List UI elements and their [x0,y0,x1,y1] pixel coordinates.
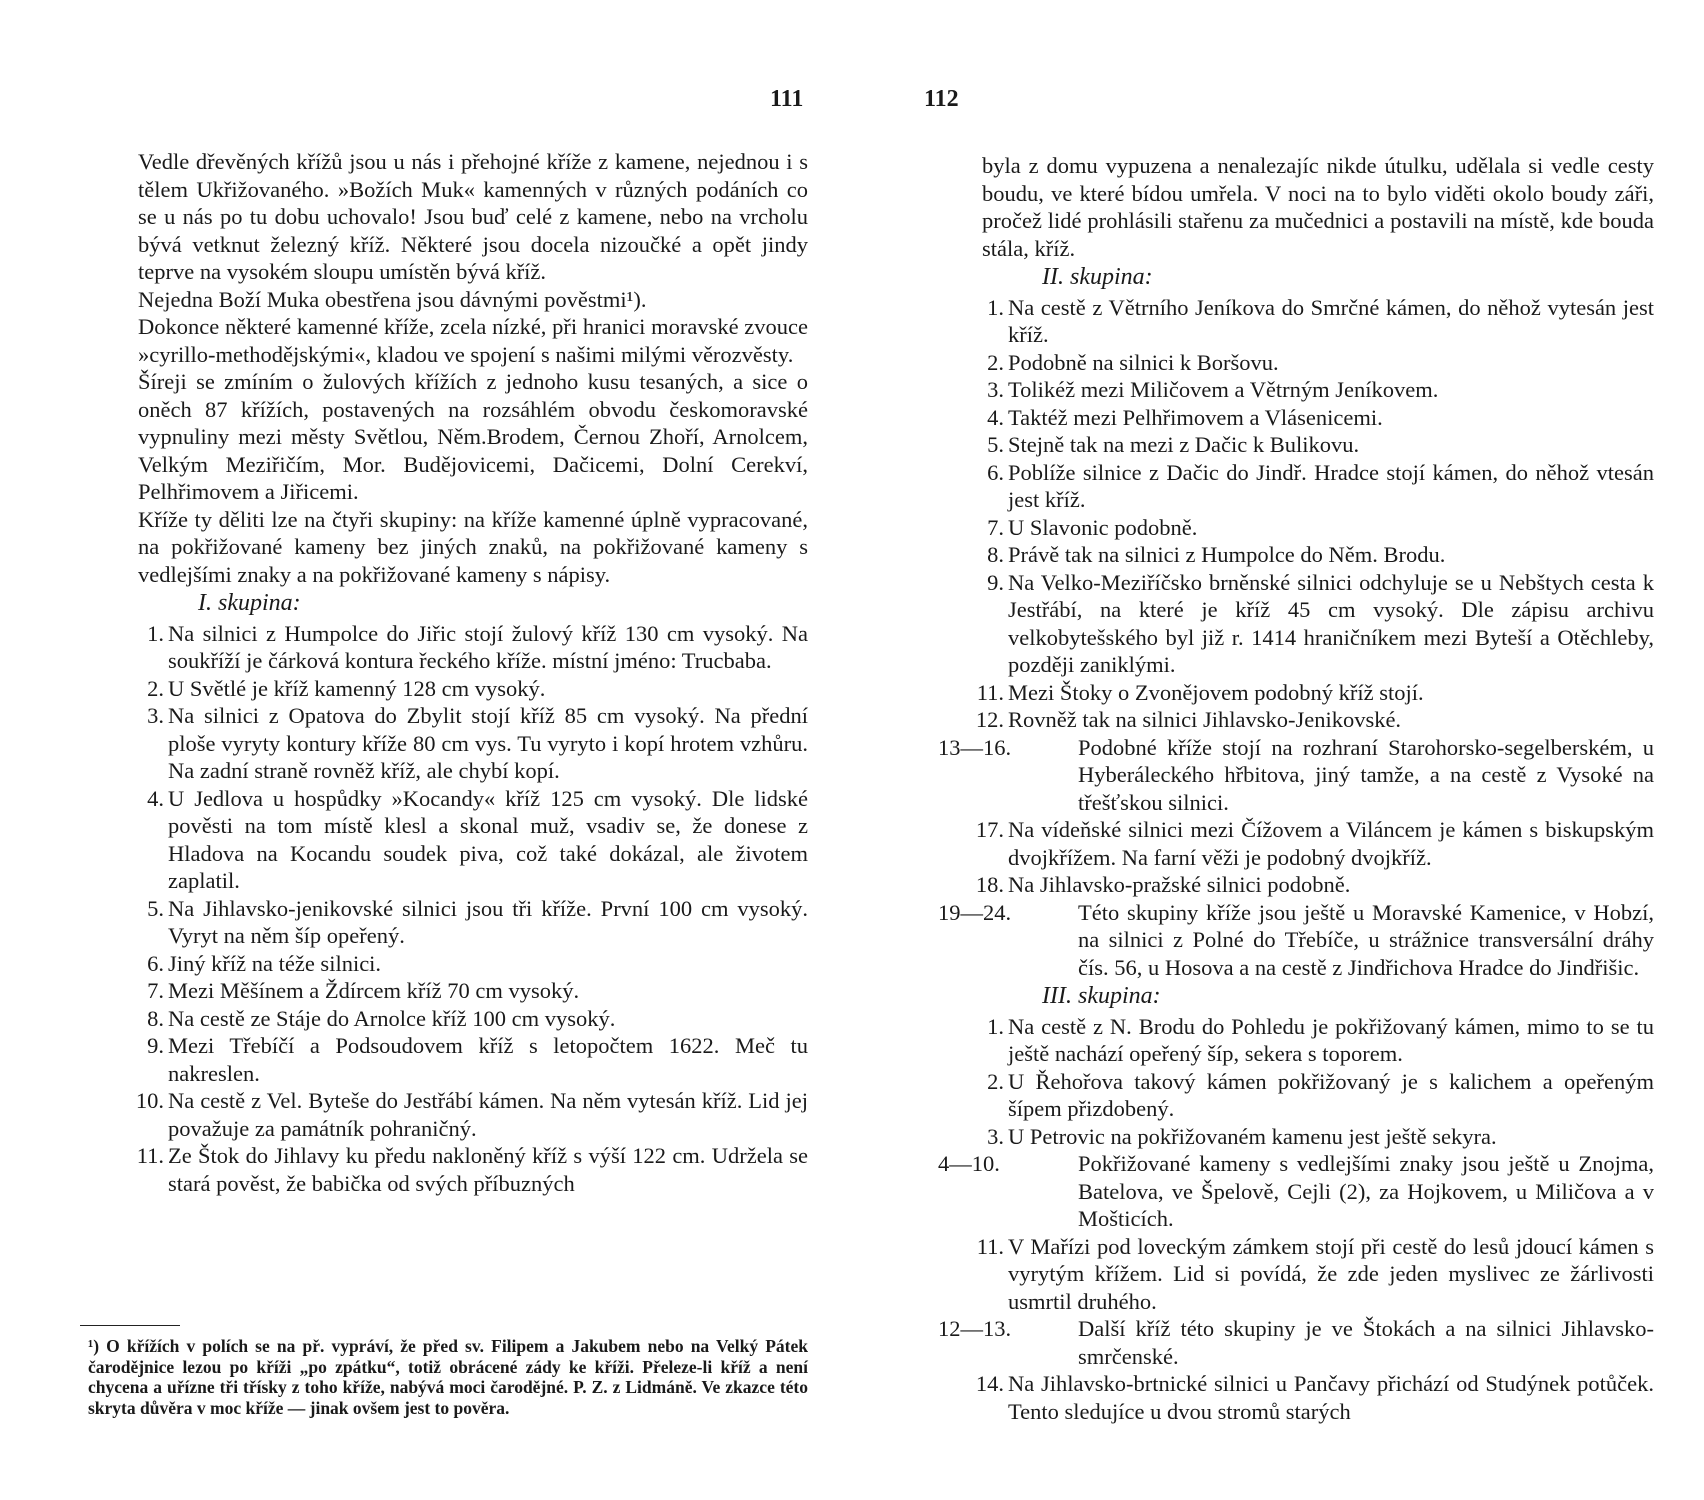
page-number-right: 112 [924,86,959,112]
item-text: Podobné kříže stojí na rozhraní Starohorsko-segelberském, u Hyberáleckého hřbitova, jiný tamže, a na cestě z Vysoké na třešťskou silnici. [1078,734,1654,815]
item-text: Na Jihlavsko-brtnické silnici u Pančavy přichází od Studýnek potůček. Tento sledujíce u dvou stromů starých [1008,1371,1654,1424]
list-item [982,431,1654,459]
item-number: 1. [987,1013,1004,1039]
page-number-left: 111 [770,86,804,112]
list-item [982,1068,1654,1123]
item-text: Na cestě ze Stáje do Arnolce kříž 100 cm vysoký. [168,1005,616,1031]
item-text: Mezi Štoky o Zvonějovem podobný kříž stojí. [1008,679,1424,705]
item-text: Pokřižované kameny s vedlejšími znaky jsou ještě u Znojma, Batelova, ve Špelově, Cejli (2), za Hojkovem, u Miličova a v Mošticích. [1078,1151,1654,1231]
item-number: 2. [987,349,1004,375]
item-number: 5. [987,432,1004,457]
item-number: 4—10. [938,1151,1000,1176]
item-number: 18. [975,872,1004,897]
item-text: Stejně tak na mezi z Dačic k Bulikovu. [1008,432,1360,457]
footnote: ¹) O křížích v polích se na př. vypráví, že před sv. Filipem a Jakubem nebo na Velký Pátek čarodějnice lezou po kříži „po zpátku“, totiž obrácené zády ke kříži. Přeleze-li kříž a není chycena a uřízne tři třísky z toho kříže, nabývá moci čarodějné. P. Z. z Lidmáně. Ve zkazce této skryta důvěra v moc kříže — jinak ovšem jest to pověra. [88,1336,808,1418]
list-item [982,1013,1654,1068]
item-text: Rovněž tak na silnici Jihlavsko-Jenikovské. [1008,707,1402,732]
left-text-column [135,148,808,1197]
item-number: 3. [987,377,1004,402]
item-number: 14. [975,1371,1004,1396]
list-item [975,706,1654,734]
item-text: Další kříž této skupiny je ve Štokách a na silnici Jihlavsko-smrčenské. [1078,1316,1654,1369]
item-number: 17. [975,817,1004,842]
list-item [138,785,808,895]
list-item [138,702,808,785]
paragraph: Šíreji se zmíním o žulových křížích z jednoho kusu tesaných, a sice o oněch 87 křížích, postavených na rozsáhlém obvodu českomoravské vypnuliny mezi městy Světlou, Něm.Brodem, Černou Zhoří, Arnolcem, Velkým Meziřičím, Mor. Budějovicemi, Dačicemi, Dolní Cerekví, Pelhřimovem a Jiřicemi. [138,369,808,504]
item-number: 4. [987,404,1004,430]
item-text: Právě tak na silnici z Humpolce do Něm. Brodu. [1008,542,1446,567]
paragraph: byla z domu vypuzena a nenalezajíc nikde útulku, udělala si vedle cesty boudu, ve které bídou umřela. V noci na to bylo viděti okolo boudy záři, pročež lidé prohlásili stařenu za mučednici a postavili na místě, kde bouda stála, kříž. [982,153,1654,261]
list-item [975,871,1654,899]
item-number: 8. [147,1005,164,1031]
item-number: 4. [147,785,164,811]
list-item [938,1315,1654,1370]
item-text: Jiný kříž na téže silnici. [168,950,382,976]
list-item [982,294,1654,349]
group-heading: II. skupina: [1042,264,1153,290]
item-text: U Petrovic na pokřižovaném kamenu jest ještě sekyra. [1008,1123,1497,1149]
paragraph: Dokonce některé kamenné kříže, zcela nízké, při hranici moravské zvouce »cyrillo-methodějskými«, kladou ve spojení s našimi milými věrozvěsty. [138,314,808,367]
item-text: Této skupiny kříže jsou ještě u Moravské Kamenice, v Hobzí, na silnici z Polné do Třebíče, u strážnice transversální dráhy čís. 56, u Hosova a na cestě z Jindřichova Hradce do Jindřišic. [1078,899,1654,980]
list-item [938,899,1654,982]
item-text: Na silnici z Humpolce do Jiřic stojí žulový kříž 130 cm vysoký. Na soukříží je čárková kontura řeckého kříže. místní jméno: Trucbaba. [168,620,808,673]
item-text: Na cestě z Větrního Jeníkova do Smrčné kámen, do něhož vytesán jest kříž. [1008,294,1654,347]
item-number: 3. [987,1123,1004,1149]
list-item [982,459,1654,514]
list-item [982,514,1654,542]
item-text: Tolikéž mezi Miličovem a Větrným Jeníkovem. [1008,377,1439,402]
list-item [982,569,1654,679]
item-number: 11. [136,1143,164,1168]
paragraph: Kříže ty děliti lze na čtyři skupiny: na kříže kamenné úplně vypracované, na pokřižované kameny bez jiných znaků, na pokřižované kameny s vedlejšími znaky a na pokřižované kameny s nápisy. [138,506,808,587]
list-item [138,977,808,1005]
item-text: Na vídeňské silnici mezi Čížovem a Viláncem je kámen s biskupským dvojkřížem. Na farní věži je podobný dvojkříž. [1008,817,1654,870]
item-number: 6. [147,950,164,976]
list-item [982,541,1654,569]
list-item [138,620,808,675]
right-page [852,0,1704,1500]
item-number: 7. [147,978,164,1003]
item-number: 8. [987,542,1004,567]
item-text: Poblíže silnice z Dačic do Jindř. Hradce stojí kámen, do něhož vtesán jest kříž. [1008,459,1654,512]
item-number: 13—16. [938,734,1012,760]
item-text: Podobně na silnici k Boršovu. [1008,349,1279,375]
item-text: Mezi Třebíčí a Podsoudovem kříž s letopočtem 1622. Meč tu nakreslen. [168,1033,808,1086]
item-text: Na Jihlavsko-pražské silnici podobně. [1008,872,1351,897]
item-text: U Řehořova takový kámen pokřižovaný je s kalichem a opeřeným šípem přizdobený. [1008,1068,1654,1121]
list-item [138,675,808,703]
list-item [982,404,1654,432]
list-item [138,1142,808,1197]
list-item [975,816,1654,871]
group-heading: I. skupina: [198,590,301,616]
list-item [982,1123,1654,1151]
list-item [138,950,808,978]
item-text: U Světlé je kříž kamenný 128 cm vysoký. [168,675,546,701]
item-text: U Jedlova u hospůdky »Kocandy« kříž 125 cm vysoký. Dle lidské pověsti na tom místě klesl a skonal muž, vsadiv se, že donese z Hladova na Kocandu soudek piva, což také dokázal, ale životem zaplatil. [168,785,808,893]
list-item [982,376,1654,404]
list-item [975,1370,1654,1425]
item-number: 19—24. [938,899,1012,925]
item-text: Na cestě z N. Brodu do Pohledu je pokřižovaný kámen, mimo to se tu ještě nachází opeřený šíp, sekera s toporem. [1008,1013,1654,1066]
item-text: Na cestě z Vel. Byteše do Jestřábí kámen. Na něm vytesán kříž. Lid jej považuje za památník pohraničný. [168,1088,808,1141]
list-item [135,1087,808,1142]
item-number: 2. [987,1068,1004,1094]
item-number: 10. [135,1088,164,1113]
group-heading: III. skupina: [1042,983,1161,1009]
item-text: Taktéž mezi Pelhřimovem a Vlásenicemi. [1008,404,1383,430]
item-number: 2. [147,675,164,701]
item-number: 6. [987,459,1004,485]
item-text: Na Velko-Meziříčsko brněnské silnici odchyluje se u Nebštych cesta k Jestřábí, na které je kříž 45 cm vysoký. Dle zápisu archivu velkobytešského byl již r. 1414 hraničníkem mezi Byteší a Otěchleby, později zaniklými. [1008,569,1654,677]
paragraph: Vedle dřevěných křížů jsou u nás i přehojné kříže z kamene, nejednou i s tělem Ukřižovaného. »Božích Muk« kamenných v různých podáních co se u nás po tu dobu uchovalo! Jsou buď celé z kamene, nebo na vrcholu bývá vetknut železný kříž. Některé jsou docela nizoučké a opět jindy teprve na vysokém sloupu umístěn bývá kříž. [138,149,808,284]
item-number: 9. [147,1033,164,1058]
paragraph: Nejedna Boží Muka obestřena jsou dávnými pověstmi¹). [138,286,647,312]
item-text: V Mařízi pod loveckým zámkem stojí při cestě do lesů jdoucí kámen s vyrytým křížem. Lid si povídá, že zde jeden myslivec ze žárlivosti usmrtil druhého. [1008,1233,1654,1314]
list-item [138,895,808,950]
list-item [976,1233,1654,1316]
item-text: Na Jihlavsko-jenikovské silnici jsou tři kříže. První 100 cm vysoký. Vyryt na něm šíp opeřený. [168,895,808,948]
list-item [138,1005,808,1033]
item-number: 1. [987,294,1004,320]
item-text: Ze Štok do Jihlavy ku předu nakloněný kříž s výší 122 cm. Udržela se stará pověst, že babička od svých příbuzných [168,1143,808,1196]
item-text: U Slavonic podobně. [1008,514,1198,540]
list-item [138,1032,808,1087]
item-number: 5. [147,895,164,921]
item-number: 11. [976,1233,1004,1259]
item-number: 1. [147,620,164,646]
list-item [938,734,1654,817]
footnote-rule [80,1325,180,1326]
item-number: 11. [976,679,1004,705]
list-item [938,1150,1654,1233]
item-number: 7. [987,514,1004,540]
item-number: 9. [987,569,1004,595]
item-text: Mezi Měšínem a Ždírcem kříž 70 cm vysoký. [168,978,580,1003]
item-number: 3. [147,703,164,728]
item-text: Na silnici z Opatova do Zbylit stojí kříž 85 cm vysoký. Na přední ploše vyryty kontury kříže 80 cm vys. Tu vyryto i kopí hrotem vzhůru. Na zadní straně rovněž kříž, ale chybí kopí. [168,703,808,783]
item-number: 12—13. [938,1316,1012,1341]
list-item [982,349,1654,377]
item-number: 12. [975,707,1004,732]
right-text-column [938,152,1654,1425]
list-item [976,679,1654,707]
